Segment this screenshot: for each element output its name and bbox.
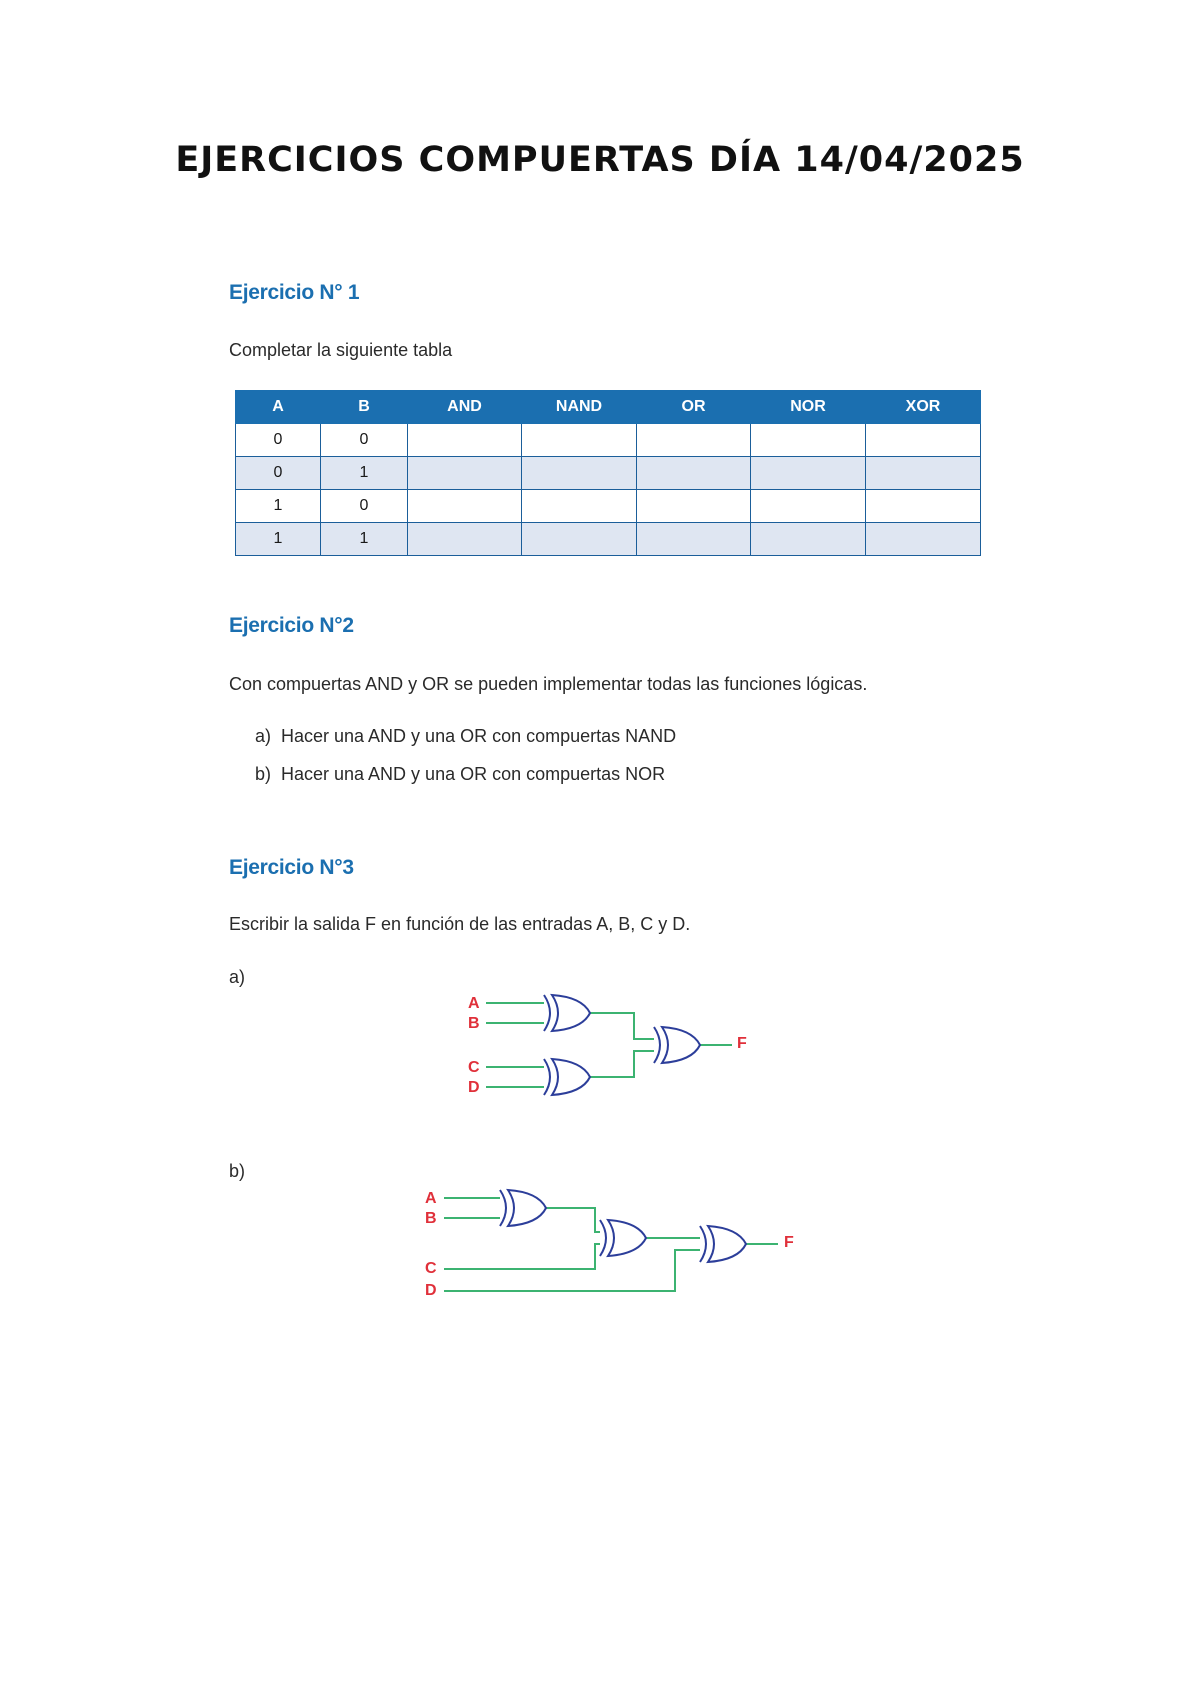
circuit-a-input-d: D [468,1079,480,1096]
cell-xor-blank[interactable] [866,457,981,490]
item-text: Hacer una AND y una OR con compuertas NAND [281,726,677,746]
cell-nand-blank[interactable] [522,424,637,457]
circuit-b-label: b) [229,1161,246,1181]
header-nor: NOR [751,390,866,424]
header-a: A [236,390,321,424]
exercise-1-instruction: Completar la siguiente tabla [229,340,453,360]
xor-gate-icon [544,1059,590,1095]
cell-and-blank[interactable] [408,490,522,523]
exercise-1-heading: Ejercicio N° 1 [229,281,360,304]
header-and: AND [408,390,522,424]
xor-gate-icon [600,1220,646,1256]
cell-xor-blank[interactable] [866,490,981,523]
cell-nand-blank[interactable] [522,523,637,556]
cell-and-blank[interactable] [408,424,522,457]
cell-or-blank[interactable] [637,523,751,556]
circuit-a-input-a: A [468,995,480,1012]
circuit-b-wires [444,1198,778,1291]
cell-b: 0 [321,490,408,523]
exercise-2-item-a [255,726,676,747]
cell-nor-blank[interactable] [751,523,866,556]
exercise-3-heading: Ejercicio N°3 [229,856,354,879]
cell-b: 1 [321,457,408,490]
item-marker: b) [255,764,272,784]
circuit-a-input-c: C [468,1059,480,1076]
xor-gate-icon [500,1190,546,1226]
cell-nor-blank[interactable] [751,490,866,523]
cell-nand-blank[interactable] [522,457,637,490]
circuit-b-input-b: B [425,1210,437,1227]
exercise-2-statement: Con compuertas AND y OR se pueden implementar todas las funciones lógicas. [229,674,868,694]
exercise-3-statement: Escribir la salida F en función de las entradas A, B, C y D. [229,914,691,934]
cell-a: 0 [236,457,321,490]
cell-and-blank[interactable] [408,457,522,490]
truth-table [235,390,981,556]
header-b: B [321,390,408,424]
header-or: OR [637,390,751,424]
circuit-a-diagram [460,990,780,1100]
cell-a: 1 [236,523,321,556]
table-row [236,457,981,490]
circuit-b-output-f: F [784,1234,794,1251]
item-text: Hacer una AND y una OR con compuertas NOR [281,764,666,784]
exercise-2-heading: Ejercicio N°2 [229,614,354,637]
circuit-b-input-d: D [425,1282,437,1299]
cell-or-blank[interactable] [637,424,751,457]
table-row [236,523,981,556]
cell-xor-blank[interactable] [866,424,981,457]
header-nand: NAND [522,390,637,424]
circuit-a-output-f: F [737,1035,747,1052]
xor-gate-icon [700,1226,746,1262]
cell-xor-blank[interactable] [866,523,981,556]
circuit-b-diagram [420,1185,810,1305]
page-title: EJERCICIOS COMPUERTAS DÍA 14/04/2025 [175,140,1025,180]
header-xor: XOR [866,390,981,424]
truth-table-header-row [236,390,981,424]
table-row [236,424,981,457]
cell-b: 0 [321,424,408,457]
cell-and-blank[interactable] [408,523,522,556]
cell-a: 1 [236,490,321,523]
circuit-a-wires [486,1003,732,1087]
cell-or-blank[interactable] [637,490,751,523]
circuit-b-input-a: A [425,1190,437,1207]
circuit-b-input-c: C [425,1260,437,1277]
exercise-2-item-b [255,764,665,785]
item-marker: a) [255,726,272,746]
table-row [236,490,981,523]
cell-nand-blank[interactable] [522,490,637,523]
cell-b: 1 [321,523,408,556]
cell-nor-blank[interactable] [751,424,866,457]
circuit-a-label: a) [229,967,246,987]
cell-or-blank[interactable] [637,457,751,490]
cell-nor-blank[interactable] [751,457,866,490]
xor-gate-icon [654,1027,700,1063]
cell-a: 0 [236,424,321,457]
circuit-a-input-b: B [468,1015,480,1032]
xor-gate-icon [544,995,590,1031]
